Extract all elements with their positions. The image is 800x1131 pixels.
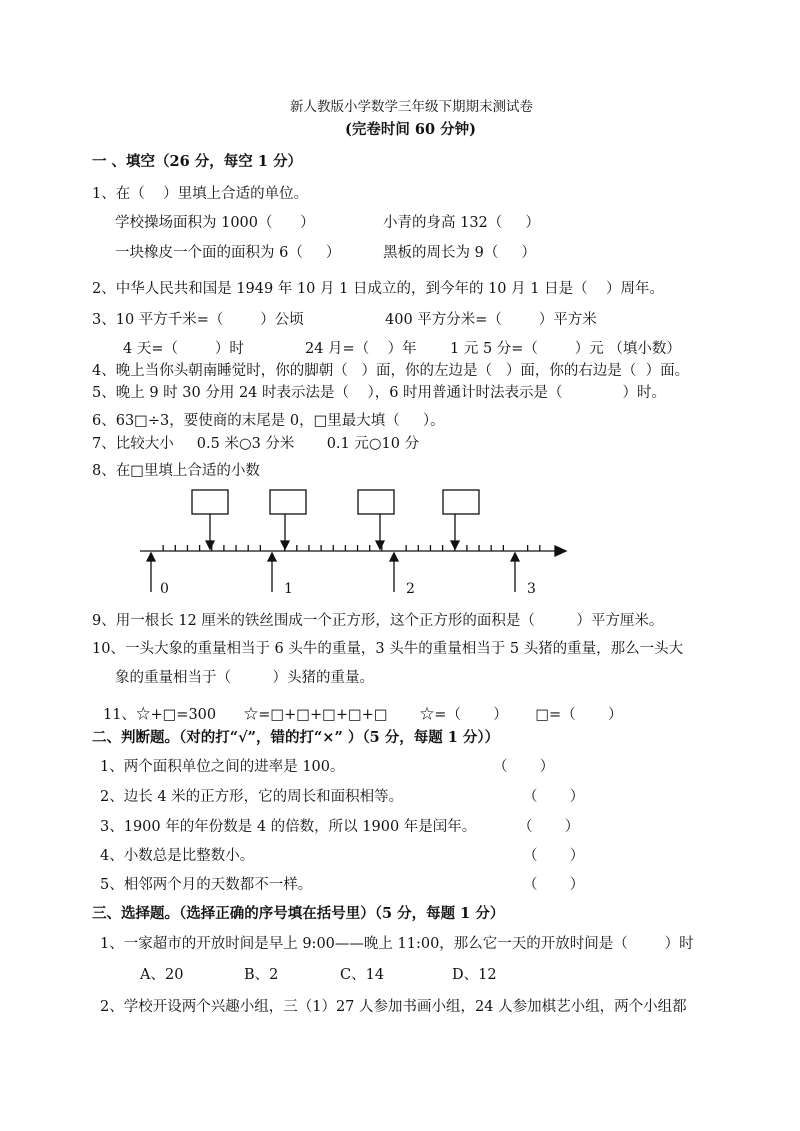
q7-text: 7、比较大小 0.5 米○3 分米 0.1 元○10 分 — [92, 436, 420, 452]
arrow-3 — [511, 553, 519, 561]
choice-q1-text: 1、一家超市的开放时间是早上 9:00——晚上 11:00，那么它一天的开放时间是（ ）时 — [100, 936, 694, 952]
judge-blank-5[interactable]: （ ） — [523, 877, 585, 893]
tick-label-1: 1 — [284, 581, 293, 597]
q5-text: 5、晚上 9 时 30 分用 24 时表示法是（ ），6 时用普通计时法表示是（ ）时。 — [92, 385, 666, 401]
choice-q2-text: 2、学校开设两个兴趣小组，三（1）27 人参加书画小组，24 人参加棋艺小组，两个小组都 — [100, 999, 687, 1015]
q11-text: 11、☆+□=300 ☆=□+□+□+□+□ ☆=（ ） □=（ ） — [103, 707, 623, 723]
q9-text: 9、用一根长 12 厘米的铁丝围成一个正方形，这个正方形的面积是（ ）平方厘米。 — [92, 613, 664, 629]
choice-q1-option-d[interactable]: D、12 — [452, 967, 497, 983]
arrow-1 — [268, 553, 276, 561]
q1-item-d: 黑板的周长为 9（ ） — [383, 245, 536, 261]
q10-line-2: 象的重量相当于（ ）头猪的重量。 — [115, 670, 374, 686]
q1-item-a: 学校操场面积为 1000（ ） — [115, 215, 315, 231]
answer-box-2[interactable] — [270, 490, 306, 514]
q1-item-c: 一块橡皮一个面的面积为 6（ ） — [115, 245, 341, 261]
q10-line-1: 10、一头大象的重量相当于 6 头牛的重量，3 头牛的重量相当于 5 头猪的重量，那么一头大 — [92, 641, 684, 657]
section-1-heading: 一 、填空（26 分，每空 1 分） — [92, 153, 302, 170]
number-line-arrowhead — [555, 546, 566, 556]
exam-title: 新人教版小学数学三年级下期期末测试卷 — [290, 99, 533, 115]
judge-blank-1[interactable]: （ ） — [493, 759, 555, 775]
tick-label-0: 0 — [160, 581, 169, 597]
judge-item-5: 5、相邻两个月的天数都不一样。 — [100, 877, 313, 893]
number-line-ticks — [163, 545, 540, 551]
answer-box-4[interactable] — [443, 490, 479, 514]
choice-q1-option-b[interactable]: B、2 — [244, 967, 279, 983]
q1-prompt: 1、在（ ）里填上合适的单位。 — [92, 186, 309, 202]
q3-item-e: 1 元 5 分=（ ）元 （填小数） — [450, 341, 681, 357]
judge-item-1: 1、两个面积单位之间的进率是 100。 — [100, 759, 345, 775]
arrow-0 — [147, 553, 155, 561]
answer-box-3[interactable] — [358, 490, 394, 514]
q3-item-d: 24 月=（ ）年 — [305, 341, 417, 357]
section-3-heading: 三、选择题。（选择正确的序号填在括号里）（5 分，每题 1 分） — [92, 905, 505, 922]
answer-box-1[interactable] — [192, 490, 228, 514]
q6-text: 6、63□÷3，要使商的末尾是 0，□里最大填（ ）。 — [92, 413, 445, 429]
judge-blank-3[interactable]: （ ） — [518, 819, 580, 835]
q1-item-b: 小青的身高 132（ ） — [383, 215, 540, 231]
arrow-2 — [390, 553, 398, 561]
section-2-heading: 二、判断题。（对的打“√”，错的打“×” ）（5 分，每题 1 分）） — [92, 729, 500, 746]
q3-item-c: 4 天=（ ）时 — [123, 341, 244, 357]
tick-label-3: 3 — [527, 581, 536, 597]
choice-q1-option-a[interactable]: A、20 — [140, 967, 184, 983]
judge-item-3: 3、1900 年的年份数是 4 的倍数，所以 1900 年是闰年。 — [100, 819, 477, 835]
q3-item-b: 400 平方分米=（ ）平方米 — [385, 312, 597, 328]
judge-blank-4[interactable]: （ ） — [523, 848, 585, 864]
choice-q1-option-c[interactable]: C、14 — [340, 967, 385, 983]
q2-text: 2、中华人民共和国是 1949 年 10 月 1 日成立的，到今年的 10 月 1 日是（ ）周年。 — [92, 281, 665, 297]
q3-item-a: 3、10 平方千米=（ ）公顷 — [92, 312, 304, 328]
q4-text: 4、晚上当你头朝南睡觉时，你的脚朝（ ）面，你的左边是（ ）面，你的右边是（ ）面。 — [92, 363, 690, 379]
judge-blank-2[interactable]: （ ） — [523, 789, 585, 805]
judge-item-4: 4、小数总是比整数小。 — [100, 848, 255, 864]
q8-text: 8、在□里填上合适的小数 — [92, 463, 260, 479]
exam-subtitle: (完卷时间 60 分钟) — [345, 121, 476, 138]
judge-item-2: 2、边长 4 米的正方形，它的周长和面积相等。 — [100, 789, 404, 805]
tick-label-2: 2 — [406, 581, 415, 597]
